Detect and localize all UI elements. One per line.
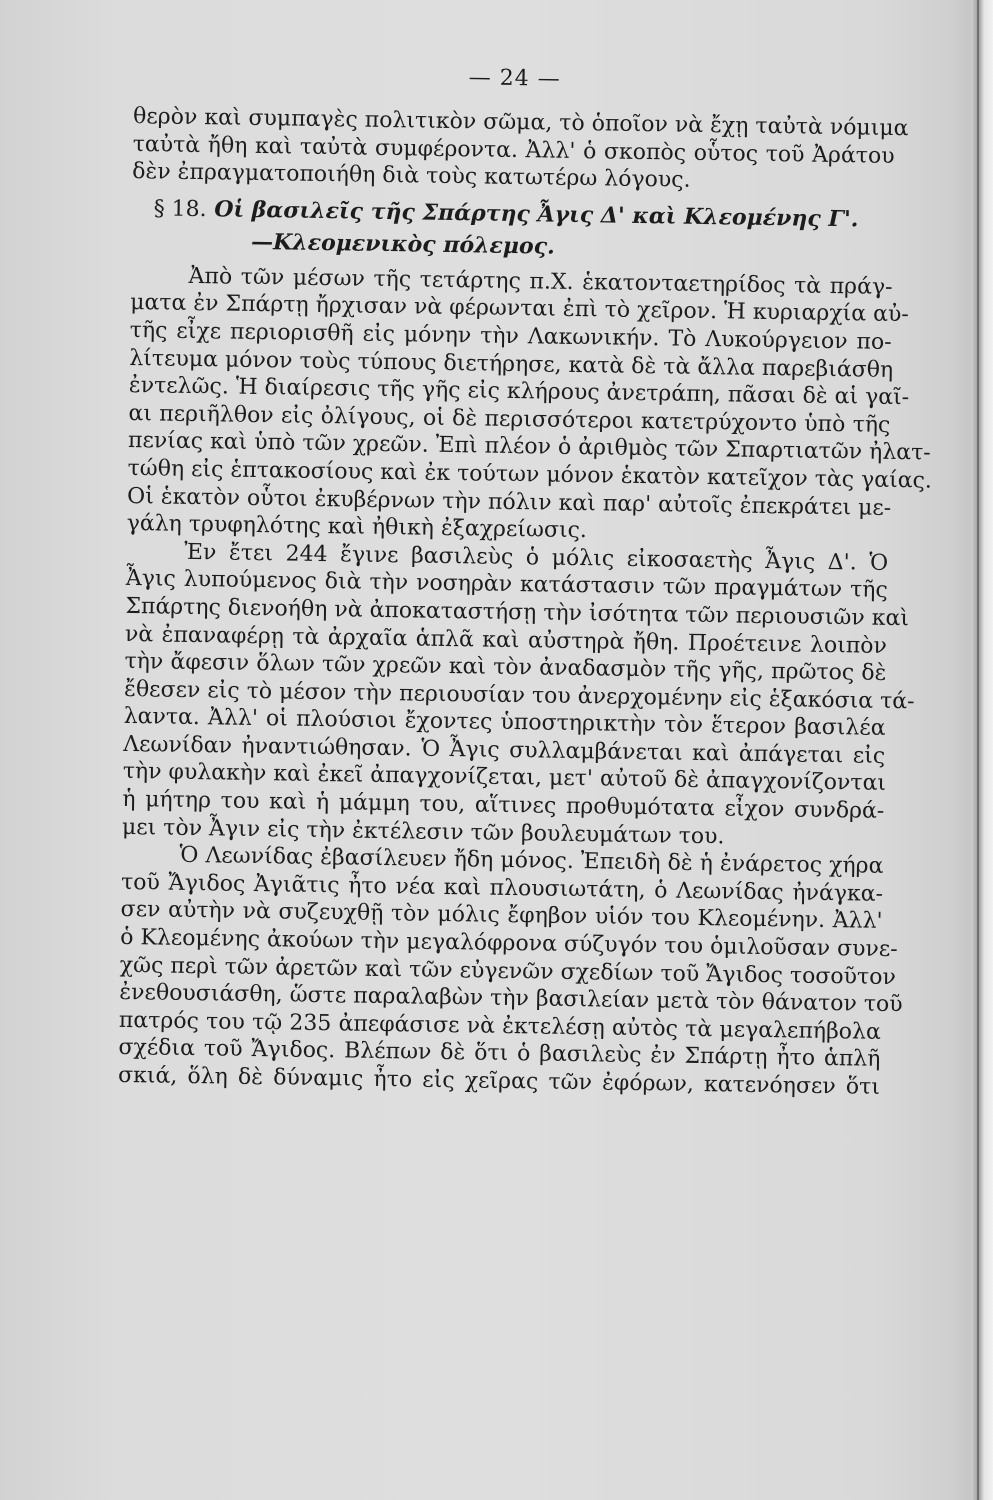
text-line: τῆς εἶχε περιορισθῆ εἰς μόνην τὴν Λακωνικήν. Τὸ Λυκούργειον πο- (129, 317, 892, 355)
text-line: λίτευμα μόνον τοὺς τύπους διετήρησε, κατὰ δὲ τὰ ἄλλα παρεβιάσθη (129, 345, 894, 383)
text-line: σχέδια τοῦ Ἄγιδος. Βλέπων δὲ ὅτι ὁ βασιλεὺς ἐν Σπάρτῃ ἦτο ἁπλῆ (118, 1035, 881, 1073)
text-line: δὲν ἐπραγματοποιήθη διὰ τοὺς κατωτέρω λόγους. (132, 159, 691, 193)
text-block (117, 60, 933, 1101)
text-line: Ὁ Λεωνίδας ἐβασίλευεν ἤδη μόνος. Ἐπειδὴ δὲ ἡ ἐνάρετος χήρα (179, 843, 884, 880)
page-edge-line (977, 0, 979, 1500)
text-line: τὴν ἄφεσιν ὅλων τῶν χρεῶν καὶ τὸν ἀναδασμὸν τῆς γῆς, πρῶτος δὲ (124, 649, 887, 686)
text-line: Σπάρτης διενοήθη νὰ ἀποκαταστήσῃ τὴν ἰσότητα τῶν περιουσιῶν καὶ (125, 593, 910, 632)
text-line: Λεωνίδαν ἠναντιώθησαν. Ὁ Ἆγις συλλαμβάνεται καὶ ἀπάγεται εἰς (123, 731, 886, 769)
text-line: πενίας καὶ ὑπὸ τῶν χρεῶν. Ἐπὶ πλέον ὁ ἀριθμὸς τῶν Σπαρτιατῶν ἠλατ- (127, 428, 931, 466)
text-line: ἔθεσεν εἰς τὸ μέσον τὴν περιουσίαν του ἀνερχομένην εἰς ἑξακόσια τά- (123, 676, 915, 715)
text-line: σεν αὐτὴν νὰ συζευχθῇ τὸν μόλις ἔφηβον υἱόν του Κλεομένην. Ἀλλ' (120, 897, 883, 935)
page-edge-shadow (971, 0, 993, 1500)
text-line: ἐντελῶς. Ἡ διαίρεσις τῆς γῆς εἰς κλήρους ἀνετράπη, πᾶσαι δὲ αἱ γαῖ- (128, 373, 910, 411)
paragraph-2 (121, 538, 915, 853)
text-line: γάλη τρυφηλότης καὶ ἠθικὴ ἐξαχρείωσις. (126, 511, 588, 544)
text-line: ἡ μήτηρ του καὶ ἡ μάμμη του, αἵτινες προθυμότατα εἶχον συνδρά- (122, 786, 885, 824)
text-line: λαντα. Ἀλλ' οἱ πλούσιοι ἔχοντες ὑποστηρικτὴν τὸν ἕτερον βασιλέα (123, 704, 886, 742)
paragraph-intro (132, 103, 909, 198)
page-number: — 24 — (468, 65, 561, 92)
text-line: σκιά, ὅλη δὲ δύναμις ἦτο εἰς χεῖρας τῶν ἐφόρων, κατενόησεν ὅτι (117, 1062, 881, 1100)
text-line: νὰ ἐπαναφέρῃ τὰ ἀρχαῖα ἁπλᾶ καὶ αὐστηρὰ ἤθη. Προέτεινε λοιπὸν (124, 621, 888, 659)
paragraph-1 (126, 262, 933, 550)
text-line: Οἱ ἑκατὸν οὗτοι ἐκυβέρνων τὴν πόλιν καὶ παρ' αὐτοῖς ἐπεκράτει με- (126, 483, 892, 521)
text-line: ὁ Κλεομένης ἀκούων τὴν μεγαλόφρονα σύζυγόν του ὁμιλοῦσαν συνε- (120, 924, 898, 963)
paragraph-3 (117, 841, 903, 1101)
section-number: § 18. (153, 196, 207, 222)
text-line: ἐνεθουσιάσθη, ὥστε παραλαβὼν τὴν βασιλείαν μετὰ τὸν θάνατον τοῦ (119, 980, 903, 1018)
text-line: πατρός του τῷ 235 ἀπεφάσισε νὰ ἐκτελέσῃ αὐτὸς τὰ μεγαλεπήβολα (118, 1007, 882, 1045)
text-line: μει τὸν Ἆγιν εἰς τὴν ἐκτέλεσιν τῶν βουλευμάτων του. (121, 814, 725, 850)
text-line: τὴν φυλακὴν καὶ ἐκεῖ ἀπαγχονίζεται, μετ' αὐτοῦ δὲ ἀπαγχονίζονται (122, 759, 887, 797)
section-title: Οἱ βασιλεῖς τῆς Σπάρτης Ἆγις Δ' καὶ Κλεομένης Γ'. (214, 196, 859, 233)
section-subtitle: —Κλεομενικὸς πόλεμος. (250, 228, 555, 260)
text-line: ματα ἐν Σπάρτῃ ἤρχισαν νὰ φέρωνται ἐπὶ τὸ χεῖρον. Ἡ κυριαρχία αὐ- (129, 290, 909, 328)
text-line: θερὸν καὶ συμπαγὲς πολιτικὸν σῶμα, τὸ ὁποῖον νὰ ἔχῃ ταὐτὰ νόμιμα (132, 103, 909, 142)
text-line: χῶς περὶ τῶν ἀρετῶν καὶ τῶν εὐγενῶν σχεδίων τοῦ Ἄγιδος τοσοῦτον (119, 952, 897, 990)
text-line: Ἀπὸ τῶν μέσων τῆς τετάρτης π.Χ. ἑκατονταετηρίδος τὰ πράγ- (188, 263, 893, 300)
text-line: αι περιῆλθον εἰς ὀλίγους, οἱ δὲ περισσότεροι κατετρύχοντο ὑπὸ τῆς (128, 400, 891, 438)
text-line: Ἆγις λυπούμενος διὰ τὴν νοσηρὰν κατάστασιν τῶν πραγμάτων τῆς (125, 566, 888, 604)
text-line: ταὐτὰ ἤθη καὶ ταὐτὰ συμφέροντα. Ἀλλ' ὁ σκοπὸς οὗτος τοῦ Ἀράτου (132, 131, 895, 169)
text-line: Ἐν ἔτει 244 ἔγινε βασιλεὺς ὁ μόλις εἰκοσαετὴς Ἆγις Δ'. Ὁ (184, 539, 889, 576)
text-line: τώθη εἰς ἑπτακοσίους καὶ ἐκ τούτων μόνον ἑκατὸν κατεῖχον τὰς γαίας. (127, 455, 933, 494)
text-line: τοῦ Ἄγιδος Ἀγιᾶτις ἦτο νέα καὶ πλουσιωτάτη, ὁ Λεωνίδας ἠνάγκα- (120, 869, 884, 907)
